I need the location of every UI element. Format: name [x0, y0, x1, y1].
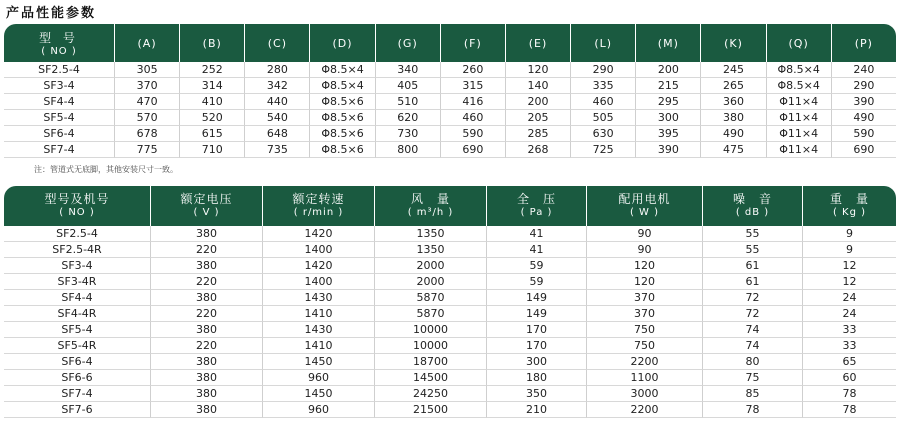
table-cell: Φ8.5×6 [309, 126, 374, 142]
table-cell: 620 [375, 110, 440, 126]
model-column-header [4, 24, 114, 62]
column-header-unit: ( r/min ) [293, 207, 344, 218]
table-cell: 10000 [374, 338, 486, 354]
table-cell: 300 [486, 354, 586, 370]
column-header-label: 全 压 [516, 192, 556, 206]
table-cell: 60 [802, 370, 896, 386]
model-cell: SF7-4 [4, 386, 150, 402]
column-header: (Q) [766, 24, 831, 62]
table-cell: 416 [440, 94, 505, 110]
column-header-unit: ( Pa ) [520, 207, 553, 218]
model-cell: SF2.5-4R [4, 242, 150, 258]
column-header [4, 186, 150, 226]
table-cell: 5870 [374, 306, 486, 322]
table-row [4, 354, 896, 370]
table-cell: 960 [262, 370, 374, 386]
column-header-label: 配用电机 [618, 192, 671, 206]
column-header-unit: ( NO ) [59, 207, 95, 218]
column-header: (K) [700, 24, 765, 62]
table-cell: 380 [150, 402, 262, 418]
table-cell: 370 [586, 306, 702, 322]
page-title: 产品性能参数 [6, 6, 97, 21]
table-cell: 220 [150, 274, 262, 290]
table-cell: 78 [802, 386, 896, 402]
table-cell: 520 [179, 110, 244, 126]
table-cell: 180 [486, 370, 586, 386]
table-cell: 460 [570, 94, 635, 110]
table-cell: 290 [831, 78, 896, 94]
table-cell: 59 [486, 274, 586, 290]
column-header [802, 186, 896, 226]
table-cell: 120 [586, 258, 702, 274]
column-header [150, 186, 262, 226]
table-cell: 74 [702, 322, 802, 338]
table-cell: 590 [440, 126, 505, 142]
table-row [4, 94, 896, 110]
column-header-unit: ( Kg ) [832, 207, 867, 218]
table-cell: 2000 [374, 258, 486, 274]
table-cell: 240 [831, 62, 896, 78]
table-cell: 590 [831, 126, 896, 142]
performance-header-row [4, 186, 896, 226]
column-header-label: 额定电压 [180, 192, 233, 206]
table-cell: 380 [150, 386, 262, 402]
table-cell: 390 [831, 94, 896, 110]
table-cell: 405 [375, 78, 440, 94]
table-cell: 800 [375, 142, 440, 158]
table-row [4, 142, 896, 158]
table-cell: 90 [586, 226, 702, 242]
column-header [262, 186, 374, 226]
model-cell: SF5-4 [4, 110, 114, 126]
table-cell: Φ8.5×4 [766, 62, 831, 78]
column-header-unit: ( m³/h ) [407, 207, 454, 218]
table-cell: 252 [179, 62, 244, 78]
table-row [4, 78, 896, 94]
model-cell: SF4-4 [4, 290, 150, 306]
table-cell: 3000 [586, 386, 702, 402]
table-cell: 75 [702, 370, 802, 386]
table-cell: 1410 [262, 306, 374, 322]
table-cell: 1430 [262, 290, 374, 306]
table-cell: 315 [440, 78, 505, 94]
table-cell: 2200 [586, 402, 702, 418]
model-cell: SF7-4 [4, 142, 114, 158]
table-cell: 648 [244, 126, 309, 142]
table-row [4, 274, 896, 290]
table-cell: 205 [505, 110, 570, 126]
column-header-label: 噪 音 [732, 192, 772, 206]
table-cell: 149 [486, 306, 586, 322]
table-cell: 65 [802, 354, 896, 370]
table-cell: 120 [505, 62, 570, 78]
table-cell: 2200 [586, 354, 702, 370]
table-cell: 140 [505, 78, 570, 94]
column-header: (E) [505, 24, 570, 62]
table-cell: 78 [702, 402, 802, 418]
table-cell: 200 [635, 62, 700, 78]
installation-note: 注：管道式无底脚，其他安装尺寸一致。 [34, 165, 178, 174]
model-cell: SF2.5-4 [4, 226, 150, 242]
table-cell: 1350 [374, 242, 486, 258]
table-cell: 21500 [374, 402, 486, 418]
table-cell: 85 [702, 386, 802, 402]
table-cell: 74 [702, 338, 802, 354]
table-cell: 380 [150, 354, 262, 370]
table-cell: 33 [802, 322, 896, 338]
table-cell: 2000 [374, 274, 486, 290]
table-cell: 395 [635, 126, 700, 142]
table-cell: 725 [570, 142, 635, 158]
table-row [4, 306, 896, 322]
table-cell: 24 [802, 306, 896, 322]
table-cell: 570 [114, 110, 179, 126]
model-cell: SF2.5-4 [4, 62, 114, 78]
dimensions-header-row [4, 24, 896, 62]
table-cell: 350 [486, 386, 586, 402]
table-row [4, 386, 896, 402]
table-cell: 730 [375, 126, 440, 142]
table-cell: 460 [440, 110, 505, 126]
table-cell: 72 [702, 290, 802, 306]
column-header: (L) [570, 24, 635, 62]
table-cell: Φ8.5×6 [309, 110, 374, 126]
table-cell: 59 [486, 258, 586, 274]
column-header: (B) [179, 24, 244, 62]
table-cell: Φ8.5×6 [309, 94, 374, 110]
column-header: (A) [114, 24, 179, 62]
table-cell: 290 [570, 62, 635, 78]
table-cell: Φ8.5×4 [766, 78, 831, 94]
column-header [702, 186, 802, 226]
table-cell: 12 [802, 258, 896, 274]
column-header-unit: ( W ) [629, 207, 660, 218]
column-header-label: 风 量 [410, 192, 450, 206]
table-cell: 18700 [374, 354, 486, 370]
table-cell: 215 [635, 78, 700, 94]
table-cell: 380 [150, 370, 262, 386]
table-cell: 775 [114, 142, 179, 158]
table-cell: 380 [150, 258, 262, 274]
table-row [4, 402, 896, 418]
model-cell: SF4-4R [4, 306, 150, 322]
table-cell: 33 [802, 338, 896, 354]
table-cell: 41 [486, 242, 586, 258]
table-cell: 55 [702, 242, 802, 258]
table-row [4, 290, 896, 306]
table-cell: 342 [244, 78, 309, 94]
column-header: (M) [635, 24, 700, 62]
model-header-sublabel: ( NO ) [41, 46, 77, 57]
table-cell: 200 [505, 94, 570, 110]
table-row [4, 126, 896, 142]
column-header: (C) [244, 24, 309, 62]
table-cell: 630 [570, 126, 635, 142]
table-cell: 170 [486, 338, 586, 354]
table-cell: 268 [505, 142, 570, 158]
table-cell: Φ11×4 [766, 142, 831, 158]
table-cell: 380 [150, 290, 262, 306]
table-cell: 12 [802, 274, 896, 290]
table-cell: 9 [802, 226, 896, 242]
table-cell: 1400 [262, 274, 374, 290]
table-cell: 295 [635, 94, 700, 110]
column-header: (G) [375, 24, 440, 62]
table-row [4, 110, 896, 126]
table-cell: 220 [150, 306, 262, 322]
table-row [4, 338, 896, 354]
column-header-unit: ( V ) [193, 207, 220, 218]
model-cell: SF7-6 [4, 402, 150, 418]
table-row [4, 226, 896, 242]
table-cell: 300 [635, 110, 700, 126]
table-cell: 370 [586, 290, 702, 306]
table-cell: 9 [802, 242, 896, 258]
table-cell: 61 [702, 274, 802, 290]
model-cell: SF6-4 [4, 354, 150, 370]
column-header-unit: ( dB ) [735, 207, 770, 218]
table-cell: 314 [179, 78, 244, 94]
table-cell: 380 [150, 322, 262, 338]
column-header [586, 186, 702, 226]
table-cell: 61 [702, 258, 802, 274]
table-cell: 1350 [374, 226, 486, 242]
table-cell: 1420 [262, 226, 374, 242]
table-cell: 1400 [262, 242, 374, 258]
table-cell: 505 [570, 110, 635, 126]
model-cell: SF3-4 [4, 258, 150, 274]
table-cell: 960 [262, 402, 374, 418]
table-cell: Φ11×4 [766, 110, 831, 126]
table-cell: 78 [802, 402, 896, 418]
table-cell: 72 [702, 306, 802, 322]
table-cell: 470 [114, 94, 179, 110]
table-cell: Φ8.5×6 [309, 142, 374, 158]
table-cell: 360 [700, 94, 765, 110]
model-cell: SF5-4R [4, 338, 150, 354]
table-cell: 149 [486, 290, 586, 306]
table-cell: 1450 [262, 386, 374, 402]
column-header: (P) [831, 24, 896, 62]
table-cell: 475 [700, 142, 765, 158]
model-cell: SF3-4R [4, 274, 150, 290]
table-cell: 14500 [374, 370, 486, 386]
column-header [486, 186, 586, 226]
table-cell: 285 [505, 126, 570, 142]
table-cell: 440 [244, 94, 309, 110]
column-header [374, 186, 486, 226]
table-cell: 305 [114, 62, 179, 78]
table-cell: 390 [635, 142, 700, 158]
table-cell: 1430 [262, 322, 374, 338]
table-cell: 490 [700, 126, 765, 142]
table-cell: Φ11×4 [766, 94, 831, 110]
column-header-label: 额定转速 [292, 192, 345, 206]
table-cell: 615 [179, 126, 244, 142]
model-cell: SF5-4 [4, 322, 150, 338]
table-cell: 735 [244, 142, 309, 158]
table-cell: 55 [702, 226, 802, 242]
table-cell: 280 [244, 62, 309, 78]
column-header: (F) [440, 24, 505, 62]
model-cell: SF6-4 [4, 126, 114, 142]
table-cell: 380 [150, 226, 262, 242]
table-cell: 1450 [262, 354, 374, 370]
dimensions-table [4, 24, 896, 158]
column-header-label: 重 量 [829, 192, 869, 206]
table-cell: 170 [486, 322, 586, 338]
table-cell: 490 [831, 110, 896, 126]
model-cell: SF3-4 [4, 78, 114, 94]
table-cell: 220 [150, 338, 262, 354]
table-cell: 5870 [374, 290, 486, 306]
table-row [4, 322, 896, 338]
table-cell: Φ8.5×4 [309, 62, 374, 78]
table-cell: 41 [486, 226, 586, 242]
table-cell: 678 [114, 126, 179, 142]
table-cell: 750 [586, 338, 702, 354]
table-cell: 380 [700, 110, 765, 126]
table-cell: 260 [440, 62, 505, 78]
table-cell: 710 [179, 142, 244, 158]
table-cell: Φ8.5×4 [309, 78, 374, 94]
column-header-label: 型号及机号 [44, 192, 110, 206]
table-cell: 24 [802, 290, 896, 306]
table-cell: 750 [586, 322, 702, 338]
table-cell: 540 [244, 110, 309, 126]
table-row [4, 258, 896, 274]
table-cell: 510 [375, 94, 440, 110]
table-row [4, 242, 896, 258]
table-cell: 370 [114, 78, 179, 94]
table-cell: 265 [700, 78, 765, 94]
table-cell: 220 [150, 242, 262, 258]
table-cell: 90 [586, 242, 702, 258]
column-header: (D) [309, 24, 374, 62]
table-cell: 1420 [262, 258, 374, 274]
table-cell: 340 [375, 62, 440, 78]
table-cell: 120 [586, 274, 702, 290]
table-row [4, 370, 896, 386]
table-cell: 210 [486, 402, 586, 418]
table-cell: Φ11×4 [766, 126, 831, 142]
table-cell: 1100 [586, 370, 702, 386]
table-cell: 335 [570, 78, 635, 94]
table-cell: 10000 [374, 322, 486, 338]
model-cell: SF6-6 [4, 370, 150, 386]
performance-table [4, 186, 896, 418]
model-cell: SF4-4 [4, 94, 114, 110]
model-header-label: 型 号 [39, 31, 79, 45]
table-cell: 1410 [262, 338, 374, 354]
table-cell: 24250 [374, 386, 486, 402]
table-cell: 80 [702, 354, 802, 370]
table-cell: 690 [831, 142, 896, 158]
table-cell: 245 [700, 62, 765, 78]
table-row [4, 62, 896, 78]
table-cell: 690 [440, 142, 505, 158]
table-cell: 410 [179, 94, 244, 110]
